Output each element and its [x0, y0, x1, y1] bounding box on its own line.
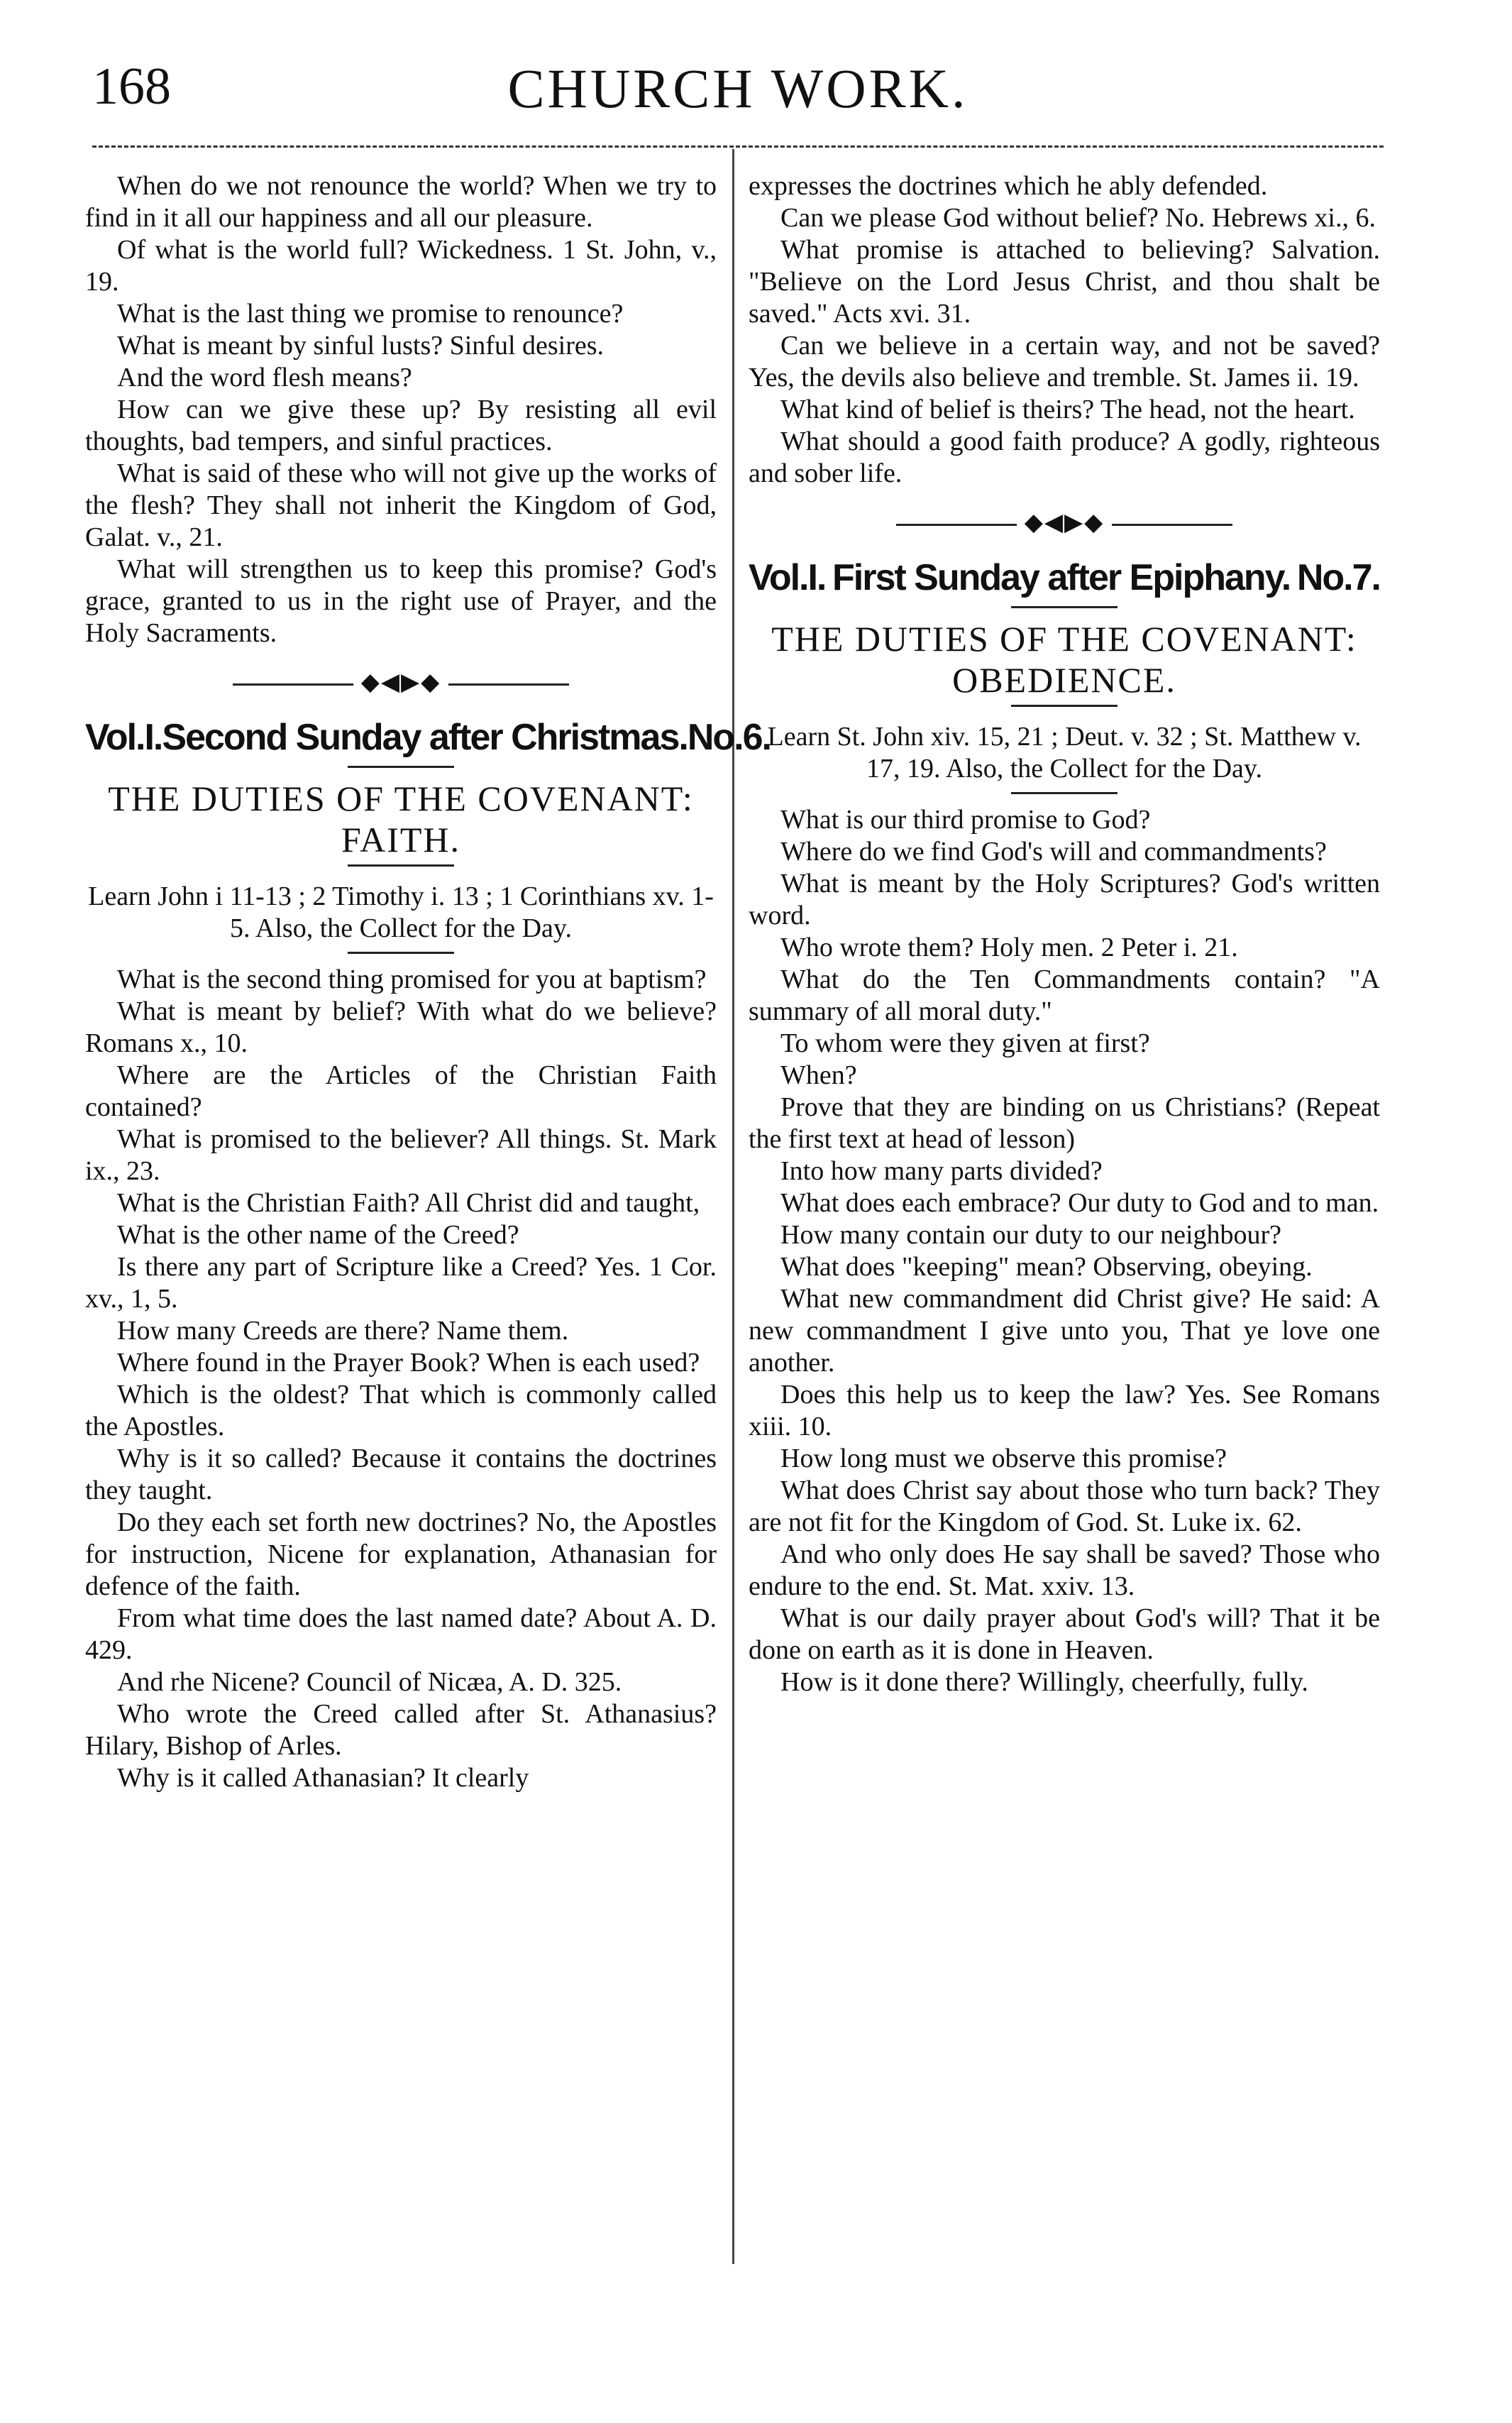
qa-item: Where do we find God's will and commandments?: [780, 837, 1327, 867]
qa-item: How long must we observe this promise?: [780, 1444, 1227, 1473]
ornament-divider: [749, 508, 1380, 537]
qa-item: How many Creeds are there? Name them.: [117, 1316, 569, 1346]
ornament-icon: ◆◀▶◆: [360, 669, 441, 696]
qa-item: What does each embrace? Our duty to God and to man.: [780, 1188, 1379, 1218]
short-rule: [348, 864, 454, 867]
running-title: CHURCH WORK.: [507, 57, 969, 119]
ornament-icon: ◆◀▶◆: [1024, 510, 1105, 536]
qa-item: Prove that they are binding on us Christians? (Repeat the first text at head of lesson): [749, 1092, 1380, 1154]
ornament-line: [233, 683, 353, 686]
qa-item: Who wrote the Creed called after St. Athanasius? Hilary, Bishop of Arles.: [85, 1699, 717, 1761]
left-column: [85, 170, 771, 1794]
ornament-line: [896, 524, 1017, 526]
paragraph: How can we give these up? By resisting all evil thoughts, bad tempers, and sinful practices.: [85, 395, 717, 456]
page-number: 168: [92, 57, 171, 116]
qa-item: Does this help us to keep the law? Yes. See Romans xiii. 10.: [749, 1380, 1380, 1441]
qa-item: What does Christ say about those who turn back? They are not fit for the Kingdom of God. St. Luke ix. 62.: [749, 1476, 1380, 1537]
qa-item: Do they each set forth new doctrines? No, the Apostles for instruction, Nicene for explanation, Athanasian for defence of the faith.: [85, 1507, 717, 1601]
qa-item: How many contain our duty to our neighbour?: [780, 1220, 1282, 1250]
paragraph: What is meant by sinful lusts? Sinful desires.: [117, 331, 605, 361]
lesson-volume: Vol.I.: [85, 717, 162, 758]
lesson-volume: Vol.I.: [749, 557, 826, 598]
header-rule: [92, 145, 1384, 148]
lesson-number: No.7.: [1296, 557, 1380, 598]
paragraph: What is said of these who will not give up the works of the flesh? They shall not inherit the Kingdom of God, Galat. v., 21.: [85, 458, 717, 552]
qa-item: What is the Christian Faith? All Christ did and taught,: [117, 1188, 700, 1218]
qa-item: How is it done there? Willingly, cheerfully, fully.: [780, 1667, 1308, 1697]
paragraph: When do we not renounce the world? When we try to find in it all our happiness and all our pleasure.: [85, 171, 717, 233]
paragraph: Can we believe in a certain way, and not be saved? Yes, the devils also believe and tremble. St. James ii. 19.: [749, 331, 1380, 392]
qa-item: Which is the oldest? That which is commonly called the Apostles.: [85, 1380, 717, 1441]
short-rule: [1011, 705, 1118, 707]
qa-item: And rhe Nicene? Council of Nicæa, A. D. 325.: [117, 1667, 622, 1697]
qa-item: What is promised to the believer? All things. St. Mark ix., 23.: [85, 1124, 717, 1186]
paragraph: What should a good faith produce? A godly, righteous and sober life.: [749, 427, 1380, 488]
short-rule: [1011, 606, 1118, 608]
lesson-heading: [749, 556, 1380, 599]
lesson-sunday: Second Sunday after Christmas.: [162, 717, 688, 758]
qa-item: Where found in the Prayer Book? When is each used?: [117, 1348, 700, 1378]
qa-item: Why is it so called? Because it contains the doctrines they taught.: [85, 1444, 717, 1505]
lesson-title: THE DUTIES OF THE COVENANT: FAITH.: [108, 779, 694, 859]
paragraph: expresses the doctrines which he ably defended.: [749, 171, 1268, 201]
qa-item: When?: [780, 1060, 857, 1090]
lesson-heading: [85, 716, 771, 759]
paragraph: What kind of belief is theirs? The head, not the heart.: [780, 395, 1355, 424]
qa-item: What is the other name of the Creed?: [117, 1220, 519, 1250]
paragraph: And the word flesh means?: [117, 363, 412, 392]
lesson-number: No.6.: [687, 717, 771, 758]
qa-item: Is there any part of Scripture like a Creed? Yes. 1 Cor. xv., 1, 5.: [85, 1252, 717, 1314]
right-column: [749, 170, 1380, 1698]
short-rule: [348, 952, 454, 954]
qa-item: From what time does the last named date? About A. D. 429.: [85, 1603, 717, 1665]
short-rule: [1011, 792, 1118, 794]
qa-item: Why is it called Athanasian? It clearly: [117, 1763, 529, 1793]
column-divider: [732, 149, 734, 2264]
paragraph: What promise is attached to believing? Salvation. "Believe on the Lord Jesus Christ, and thou shalt be saved." Acts xvi. 31.: [749, 235, 1380, 329]
paragraph: Of what is the world full? Wickedness. 1 St. John, v., 19.: [85, 235, 717, 297]
ornament-line: [1112, 524, 1232, 526]
page-header: [92, 57, 1384, 135]
qa-item: What new commandment did Christ give? He said: A new commandment I give unto you, That ye love one another.: [749, 1284, 1380, 1378]
qa-item: What is meant by the Holy Scriptures? God's written word.: [749, 869, 1380, 930]
qa-item: What is our daily prayer about God's will? That it be done on earth as it is done in Heaven.: [749, 1603, 1380, 1665]
paragraph: What is the last thing we promise to renounce?: [117, 299, 624, 329]
short-rule: [348, 766, 454, 768]
ornament-divider: [85, 668, 717, 696]
qa-item: To whom were they given at first?: [780, 1028, 1150, 1058]
qa-item: What is our third promise to God?: [780, 805, 1151, 835]
qa-item: What do the Ten Commandments contain? "A summary of all moral duty.": [749, 965, 1380, 1026]
paragraph: Can we please God without belief? No. Hebrews xi., 6.: [780, 203, 1376, 233]
lesson-sunday: First Sunday after Epiphany.: [832, 557, 1291, 598]
qa-item: Where are the Articles of the Christian Faith contained?: [85, 1060, 717, 1122]
qa-item: And who only does He say shall be saved? Those who endure to the end. St. Mat. xxiv. 13.: [749, 1539, 1380, 1601]
qa-item: Into how many parts divided?: [780, 1156, 1103, 1186]
ornament-line: [448, 683, 569, 686]
paragraph: What will strengthen us to keep this promise? God's grace, granted to us in the right use of Prayer, and the Holy Sacraments.: [85, 554, 717, 648]
lesson-title: THE DUTIES OF THE COVENANT: OBEDIENCE.: [771, 619, 1357, 700]
learn-passage: Learn St. John xiv. 15, 21 ; Deut. v. 32 ; St. Matthew v. 17, 19. Also, the Collect for the Day.: [767, 722, 1362, 784]
learn-passage: Learn John i 11-13 ; 2 Timothy i. 13 ; 1 Corinthians xv. 1-5. Also, the Collect for the Day.: [88, 881, 714, 943]
qa-item: What does "keeping" mean? Observing, obeying.: [780, 1252, 1313, 1282]
qa-item: What is the second thing promised for you at baptism?: [117, 965, 707, 994]
qa-item: What is meant by belief? With what do we believe? Romans x., 10.: [85, 996, 717, 1058]
qa-item: Who wrote them? Holy men. 2 Peter i. 21.: [780, 933, 1238, 962]
